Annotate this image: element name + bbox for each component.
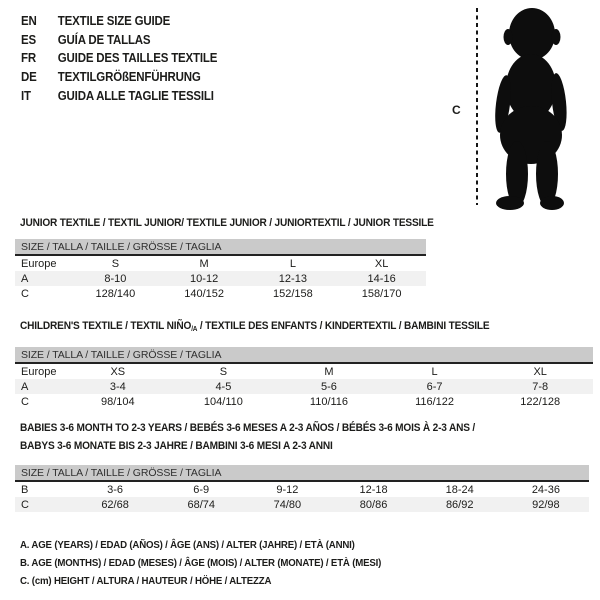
table-row bbox=[15, 255, 426, 271]
size-cell: 92/98 bbox=[503, 497, 589, 512]
row-label: Europe bbox=[21, 365, 57, 378]
table-row bbox=[15, 363, 593, 379]
junior-section-title bbox=[20, 216, 434, 234]
lang-code: DE bbox=[21, 70, 37, 85]
size-header-bar: SIZE / TALLA / TAILLE / GRÖSSE / TAGLIA bbox=[15, 239, 426, 255]
children-size-table-host bbox=[15, 347, 593, 409]
table-row bbox=[15, 286, 426, 301]
title-subscript: /A bbox=[191, 326, 198, 333]
size-cell: XL bbox=[533, 365, 547, 378]
size-cell: 140/152 bbox=[184, 287, 224, 300]
size-cell: 86/92 bbox=[417, 497, 503, 512]
size-cell: 12-13 bbox=[249, 271, 338, 286]
lang-title: TEXTILGRÖßENFÜHRUNG bbox=[57, 70, 201, 85]
title-line2: BABYS 3-6 MONATE BIS 2-3 JAHRE / BAMBINI 3-6 MESI A 2-3 ANNI bbox=[20, 440, 333, 452]
language-title-list bbox=[21, 12, 234, 105]
lang-code: IT bbox=[21, 88, 31, 103]
footnote-a: A. AGE (YEARS) / EDAD (AÑOS) / ÂGE (ANS) / ALTER (JAHRE) / ETÀ (ANNI) bbox=[20, 539, 355, 551]
size-cell: 12-18 bbox=[359, 483, 388, 496]
lang-row-es bbox=[21, 31, 217, 50]
row-label: Europe bbox=[21, 257, 57, 270]
baby-silhouette-icon bbox=[486, 4, 574, 212]
lang-row-de bbox=[21, 68, 217, 87]
size-cell: L bbox=[289, 257, 296, 270]
title-text: / TEXTILE DES ENFANTS / KINDERTEXTIL / BAMBINI TESSILE bbox=[197, 320, 490, 332]
size-cell: 122/128 bbox=[520, 395, 561, 408]
size-cell: 104/110 bbox=[203, 395, 243, 408]
size-cell: 6-9 bbox=[193, 483, 210, 496]
size-cell: 7-8 bbox=[487, 379, 593, 394]
size-cell: 98/104 bbox=[100, 395, 135, 408]
size-cell: 68/74 bbox=[158, 497, 244, 512]
table-row bbox=[15, 379, 593, 394]
size-header-bar: SIZE / TALLA / TAILLE / GRÖSSE / TAGLIA bbox=[15, 465, 589, 481]
size-cell: 74/80 bbox=[244, 497, 330, 512]
size-cell: 14-16 bbox=[337, 271, 426, 286]
junior-size-table bbox=[15, 239, 426, 301]
junior-size-table-host bbox=[15, 239, 426, 301]
title-text: JUNIOR TEXTILE / TEXTIL JUNIOR/ TEXTILE JUNIOR / JUNIORTEXTIL / JUNIOR TESSILE bbox=[20, 217, 434, 229]
size-cell: 6-7 bbox=[382, 379, 488, 394]
lang-title: GUIDE DES TAILLES TEXTILE bbox=[57, 51, 218, 66]
row-label: C bbox=[15, 497, 72, 512]
row-label: A bbox=[15, 271, 71, 286]
footnotes bbox=[20, 536, 413, 590]
babies-section-title bbox=[20, 421, 475, 453]
size-cell: 80/86 bbox=[330, 497, 416, 512]
lang-row-en bbox=[21, 12, 217, 31]
row-label: B bbox=[21, 483, 29, 496]
title-text: CHILDREN'S TEXTILE / TEXTIL NIÑO bbox=[20, 320, 192, 332]
lang-title: GUÍA DE TALLAS bbox=[57, 32, 151, 47]
size-cell: 9-12 bbox=[276, 483, 299, 496]
babies-size-table bbox=[15, 465, 589, 512]
size-cell: 152/158 bbox=[272, 287, 313, 300]
table-row bbox=[15, 394, 593, 409]
size-cell: 110/116 bbox=[309, 395, 349, 408]
row-label: C bbox=[21, 287, 29, 300]
footnote-b: B. AGE (MONTHS) / EDAD (MESES) / ÂGE (MOIS) / ALTER (MONATE) / ETÀ (MESI) bbox=[20, 557, 382, 569]
babies-size-table-host bbox=[15, 465, 589, 512]
table-row bbox=[15, 497, 589, 512]
size-cell: 62/68 bbox=[72, 497, 158, 512]
lang-title: GUIDA ALLE TAGLIE TESSILI bbox=[57, 88, 214, 103]
height-measure-label: C bbox=[452, 103, 461, 117]
size-cell: S bbox=[219, 365, 228, 378]
height-measure-dashed-line bbox=[476, 8, 478, 205]
size-cell: L bbox=[431, 365, 438, 378]
size-cell: M bbox=[199, 257, 209, 270]
size-cell: 8-10 bbox=[71, 271, 160, 286]
lang-code: FR bbox=[21, 51, 36, 66]
title-text: BABIES 3-6 MONTH TO 2-3 YEARS / BEBÉS 3-6 MESES A 2-3 AÑOS / BÉBÉS 3-6 MOIS À 2-3 ANS / bbox=[20, 422, 476, 434]
table-row bbox=[15, 271, 426, 286]
children-size-table bbox=[15, 347, 593, 409]
size-cell: 24-36 bbox=[531, 483, 560, 496]
row-label: C bbox=[21, 395, 29, 408]
size-cell: 128/140 bbox=[95, 287, 136, 300]
lang-code: EN bbox=[21, 14, 37, 29]
lang-row-fr bbox=[21, 49, 217, 68]
lang-title: TEXTILE SIZE GUIDE bbox=[57, 14, 171, 29]
size-cell: S bbox=[111, 257, 120, 270]
size-cell: 3-6 bbox=[107, 483, 124, 496]
row-label: A bbox=[15, 379, 65, 394]
lang-code: ES bbox=[21, 32, 36, 47]
size-cell: XL bbox=[374, 257, 389, 270]
size-cell: 18-24 bbox=[445, 483, 474, 496]
size-header-bar: SIZE / TALLA / TAILLE / GRÖSSE / TAGLIA bbox=[15, 347, 593, 363]
size-cell: XS bbox=[110, 365, 126, 378]
size-cell: 4-5 bbox=[171, 379, 277, 394]
lang-row-it bbox=[21, 86, 217, 105]
size-cell: M bbox=[324, 365, 334, 378]
table-row bbox=[15, 481, 589, 497]
size-cell: 3-4 bbox=[65, 379, 171, 394]
footnote-c: C. (cm) HEIGHT / ALTURA / HAUTEUR / HÖHE / ALTEZZA bbox=[20, 575, 272, 587]
size-cell: 158/170 bbox=[361, 287, 402, 300]
children-section-title bbox=[20, 319, 489, 337]
size-cell: 116/122 bbox=[415, 395, 455, 408]
size-cell: 5-6 bbox=[276, 379, 382, 394]
size-cell: 10-12 bbox=[160, 271, 249, 286]
